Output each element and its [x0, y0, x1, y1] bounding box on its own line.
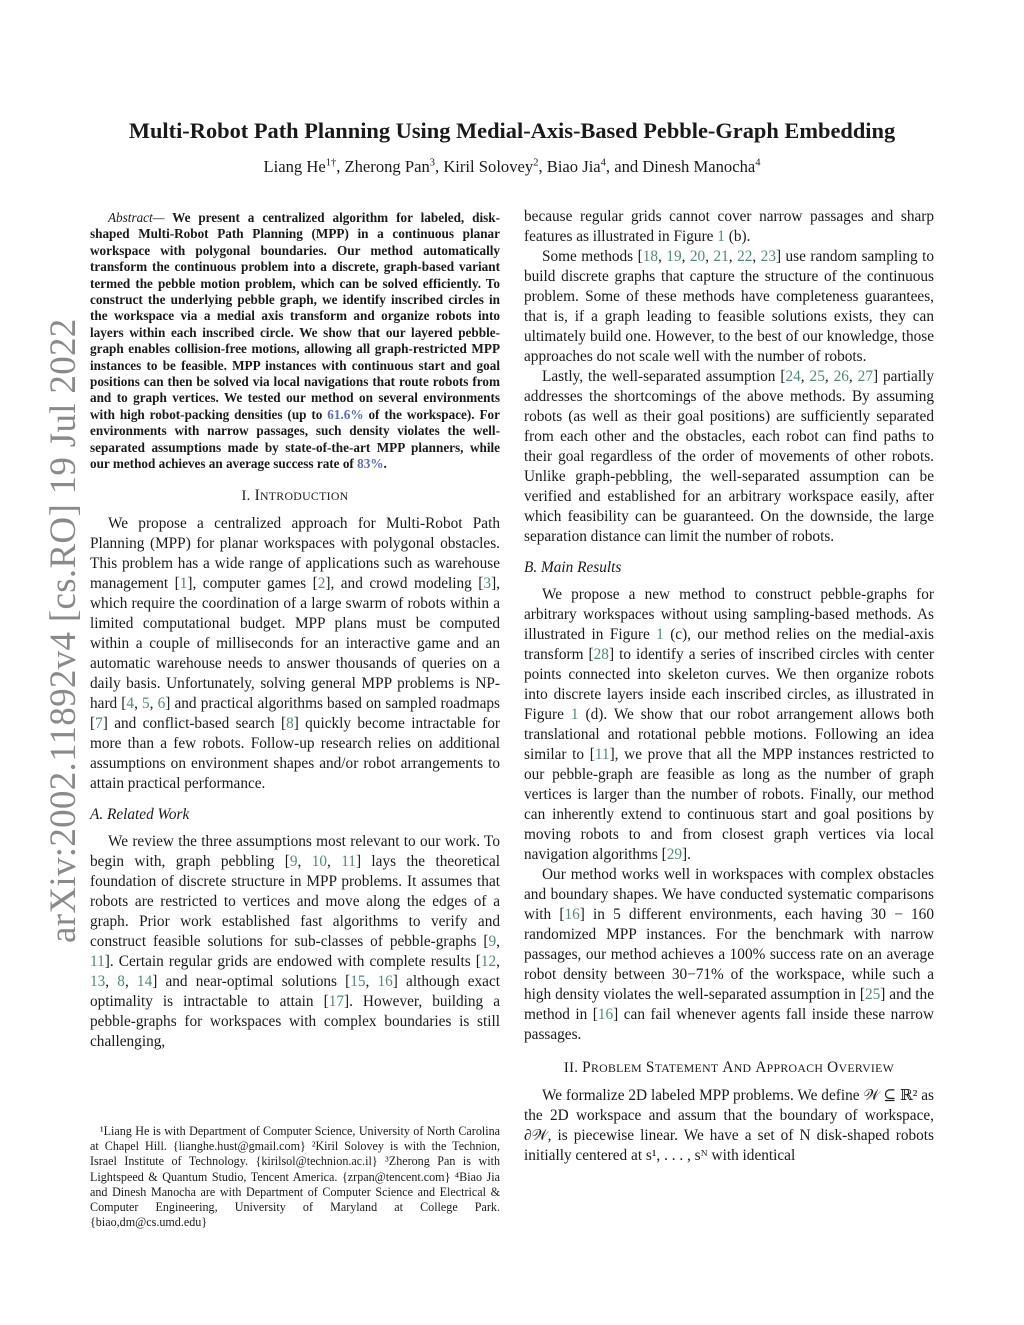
paragraph-text: ], computer games [ [187, 574, 318, 592]
paragraph-text: ], we prove that all the MPP instances restricted to our pebble-graph are feasible as long as the number of graph vertices is larger than the number of robots. Finally, our method can inherently extend to continuous start and goal positions by moving robots to and from closest graph vertices via local navigation algorithms [ [524, 746, 934, 863]
paragraph-text: We review the three assumptions most relevant to our work. To begin with, graph pebbling [ [90, 832, 500, 870]
abstract-text-2: of the workspace). For environments with narrow passages, such density violates the well-separated assumptions made by state-of-the-art MPP planners, while our method achieves an average success rate of [90, 406, 501, 472]
paragraph-text: , [134, 694, 143, 712]
abstract-text-1: We present a centralized algorithm for labeled, disk-shaped Multi-Robot Path Planning (MPP) in a continuous planar workspace with polygonal boundaries. Our method automatically transform the continuous problem into a discrete, graph-based variant termed the pebble motion problem, which can be solved efficiently. To construct the underlying pebble graph, we identify inscribed circles in the workspace via a medial axis transform and organize robots into layers within each inscribed circle. We show that our layered pebble-graph enables collision-free motions, allowing all graph-restricted MPP instances to be feasible. MPP instances with continuous start and goal positions can then be solved via local navigations that route robots from and to graph vertices. We tested our method on several environments with high robot-packing densities (up to [90, 210, 500, 422]
citation-ref: 15 [350, 972, 366, 990]
citation-ref: 16 [597, 1006, 614, 1023]
footnotes [90, 1124, 500, 1230]
subsection-heading-main-results: B. Main Results [524, 559, 622, 576]
paragraph-text: Lastly, the well-separated assumption [ [542, 368, 786, 385]
paragraph-text: , [327, 852, 342, 870]
related-work-paragraph [90, 832, 500, 1052]
citation-ref: 1 [717, 228, 725, 245]
paragraph-text: , [496, 952, 500, 970]
citation-ref: 29 [666, 846, 683, 863]
citation-ref: 22 [737, 248, 753, 265]
citation-ref: 12 [480, 952, 497, 970]
paragraph-text: , [496, 932, 500, 950]
author-affiliation-mark: 4 [600, 157, 606, 169]
author-name: Liang He [263, 157, 326, 176]
citation-ref: 23 [760, 248, 776, 265]
paragraph-text: ] quickly become intractable for more than a few robots. Follow-up research relies on additional assumptions on environment shapes and/or robot arrangements to attain practical performance. [90, 714, 500, 792]
author-affiliation-mark: 4 [755, 157, 761, 169]
paragraph-text: (c), our method relies on the medial-axis transform [ [524, 626, 935, 663]
paragraph-text: ] to identify a series of inscribed circles with center points connected into skeleton curves. We then organize robots into discrete layers inside each inscribed circles, as illustrated in Figure [524, 646, 934, 723]
citation-ref: 8 [117, 972, 125, 990]
author-separator: , [336, 157, 345, 176]
author-affiliation-mark: 3 [429, 157, 436, 169]
main-results-paragraph [524, 585, 934, 865]
author-name: Biao Jia [546, 157, 601, 176]
experiments-paragraph [524, 865, 934, 1045]
paragraph-text: ] lays the theoretical foundation of discrete structure in MPP problems. It assumes that robots are restricted to vertices and move along the edges of a graph. Prior work established fast algorithms to verify and construct feasible solutions for sub-classes of pebble-graphs [ [90, 852, 500, 950]
citation-ref: 16 [377, 972, 393, 990]
sampling-methods-paragraph [524, 247, 934, 367]
paragraph-text: , [105, 972, 118, 990]
abstract-label: Abstract— [108, 210, 165, 225]
footnote-affiliations: ¹Liang He is with Department of Computer Science, University of North Carolina at Chapel Hill. {lianghe.hust@gmail.com} ²Kiril Solovey is with the Technion, Israel Institute of Technology. {kirilsol@technion.ac.il} ³Zherong Pan is with Lightspeed & Quantum Studio, Tencent America. {zrpan@tencent.com} ⁴Biao Jia and Dinesh Manocha are with Department of Computer Science and Electrical & Computer Engineering, University of Maryland at College Park. {biao,dm@cs.umd.edu} [90, 1124, 500, 1230]
citation-ref: 2 [317, 574, 326, 592]
paragraph-text: ], which require the coordination of a large swarm of robots within a limited computational budget. MPP plans must be computed within a couple of milliseconds for an interactive game and an automatic warehouse needs to answer thousands of queries on a daily basis. Unfortunately, solving general MPP problems is NP-hard [ [90, 574, 500, 712]
citation-ref: 9 [488, 932, 497, 950]
citation-ref: 11 [594, 746, 610, 763]
citation-ref: 9 [289, 852, 298, 870]
author-name: Dinesh Manocha [642, 157, 756, 176]
citation-ref: 1 [179, 574, 188, 592]
paragraph-text: ] partially addresses the shortcomings of the above methods. By assuming robots (as well as their goal positions) are sufficiently separated from each other and the obstacles, each robot can find paths to their goal regardless of the order of movements of other robots. Unlike graph-pebbling, the well-separated assumption can be verified and established for an arbitrary workspace easily, after which feasibility can be guaranteed. On the downside, the large separation distance can limit the number of robots. [524, 368, 934, 545]
citation-ref: 14 [136, 972, 153, 990]
citation-ref: 24 [785, 368, 801, 385]
paragraph-text: , [728, 248, 738, 265]
citation-ref: 3 [483, 574, 492, 592]
paragraph-text: We propose a new method to construct pebble-graphs for arbitrary workspaces without using sampling-based methods. As illustrated in Figure [524, 586, 934, 643]
abstract-success-value: 83% [357, 456, 384, 472]
arxiv-stamp: arXiv:2002.11892v4 [cs.RO] 19 Jul 2022 [43, 318, 84, 943]
citation-ref: 1 [570, 706, 579, 723]
citation-ref: 28 [593, 646, 609, 663]
paragraph-text: ] although exact optimality is intractable to attain [ [90, 972, 500, 1010]
paper-title: Multi-Robot Path Planning Using Medial-Axis-Based Pebble-Graph Embedding [128, 118, 896, 143]
abstract-text-3: . [383, 456, 387, 472]
citation-ref: 26 [833, 368, 849, 385]
paragraph-text: Some methods [ [542, 248, 643, 265]
author-name: Kiril Solovey [443, 157, 534, 176]
right-column [524, 207, 934, 1166]
left-column [90, 207, 500, 1052]
paragraph-text: , [824, 368, 834, 385]
paragraph-text: ] and conflict-based search [ [102, 714, 287, 732]
paragraph-text: , [297, 852, 312, 870]
paragraph-text: ] can fail whenever agents fall inside these narrow passages. [524, 1006, 934, 1043]
paragraph-text: ] in 5 different environments, each having 30 − 160 randomized MPP instances. For the benchmark with narrow passages, our method achieves a 100% success rate on an average robot density between 30−71% of the workspace, while such a high density violates the well-separated assumption in [ [524, 906, 934, 1003]
author-separator: , [435, 157, 444, 176]
citation-ref: 11 [341, 852, 356, 870]
citation-ref: 1 [656, 626, 664, 643]
citation-ref: 27 [857, 368, 873, 385]
paragraph-text: ], and crowd modeling [ [325, 574, 484, 592]
paragraph-text: ] use random sampling to build discrete graphs that capture the structure of the continuous problem. Some of these methods have completeness guarantees, that is, if a graph leading to feasible solutions exists, they can ultimately build one. However, to the best of our knowledge, those approaches do not scale well with the number of robots. [524, 248, 935, 365]
paragraph-text: ] and the method in [ [524, 986, 934, 1023]
paragraph-text: , [705, 248, 714, 265]
paragraph-text: , [658, 248, 667, 265]
citation-ref: 10 [311, 852, 328, 870]
paragraph-text: , [365, 972, 378, 990]
subsection-heading-related-work: A. Related Work [90, 805, 190, 823]
citation-ref: 18 [642, 248, 658, 265]
author-separator: , and [605, 157, 643, 176]
citation-ref: 19 [666, 248, 682, 265]
paragraph-text: ] and near-optimal solutions [ [152, 972, 351, 990]
paragraph-text: ] and practical algorithms based on sampled roadmaps [ [90, 694, 500, 732]
paragraph-text: (b). [724, 228, 751, 245]
author-list [0, 157, 1024, 177]
paragraph-text: , [848, 368, 858, 385]
citation-ref: 5 [142, 694, 150, 712]
paragraph-text: because regular grids cannot cover narrow passages and sharp features as illustrated in Figure [524, 208, 934, 245]
citation-ref: 20 [689, 248, 706, 265]
section-heading-problem-statement: II. PROBLEM STATEMENT AND APPROACH OVERVIEW [563, 1059, 895, 1076]
paragraph-text: ]. However, building a pebble-graphs for workspaces with complex boundaries is still challenging, [90, 992, 501, 1050]
abstract [90, 210, 500, 473]
paragraph-text: Our method works well in workspaces with complex obstacles and boundary shapes. We have conducted systematic comparisons with [ [524, 866, 934, 923]
citation-ref: 11 [90, 952, 105, 970]
well-separated-paragraph [524, 367, 934, 547]
citation-ref: 13 [90, 972, 106, 990]
paragraph-text: , [149, 694, 158, 712]
paragraph-text: (d). We show that our robot arrangement allows both translational and rotational pebble motions. Following an idea similar to [ [524, 706, 934, 763]
author-affiliation-mark: 2 [533, 157, 539, 169]
author-affiliation-mark: 1† [325, 157, 337, 169]
citation-ref: 8 [286, 714, 294, 732]
abstract-density-value: 61.6% [327, 406, 364, 422]
problem-statement-paragraph: We formalize 2D labeled MPP problems. We define 𝒲 ⊆ ℝ² as the 2D workspace and assum that the boundary of workspace, ∂𝒲, is piecewise linear. We have a set of N disk-shaped robots initially centered at s¹, . . . , sᴺ with identical [524, 1087, 934, 1164]
citation-ref: 7 [95, 714, 103, 732]
author-name: Zherong Pan [344, 157, 430, 176]
citation-ref: 25 [864, 986, 881, 1003]
author-separator: , [538, 157, 547, 176]
paragraph-text: , [124, 972, 137, 990]
citation-ref: 17 [328, 992, 344, 1010]
paragraph-text: We propose a centralized approach for Multi-Robot Path Planning (MPP) for planar workspaces with polygonal obstacles. This problem has a wide range of applications such as warehouse management [ [90, 514, 500, 592]
paragraph-text: , [681, 248, 690, 265]
paragraph-text: , [752, 248, 761, 265]
paragraph-text: ]. [682, 846, 691, 863]
citation-ref: 25 [809, 368, 825, 385]
paragraph-text: , [800, 368, 810, 385]
citation-ref: 4 [126, 694, 135, 712]
citation-ref: 21 [713, 248, 729, 265]
intro-paragraph [90, 514, 500, 794]
citation-ref: 16 [564, 906, 580, 923]
paragraph-text: ]. Certain regular grids are endowed with complete results [ [104, 952, 481, 970]
citation-ref: 6 [157, 694, 166, 712]
section-heading-introduction: I. INTRODUCTION [241, 486, 349, 504]
related-work-continued-paragraph [524, 207, 934, 247]
